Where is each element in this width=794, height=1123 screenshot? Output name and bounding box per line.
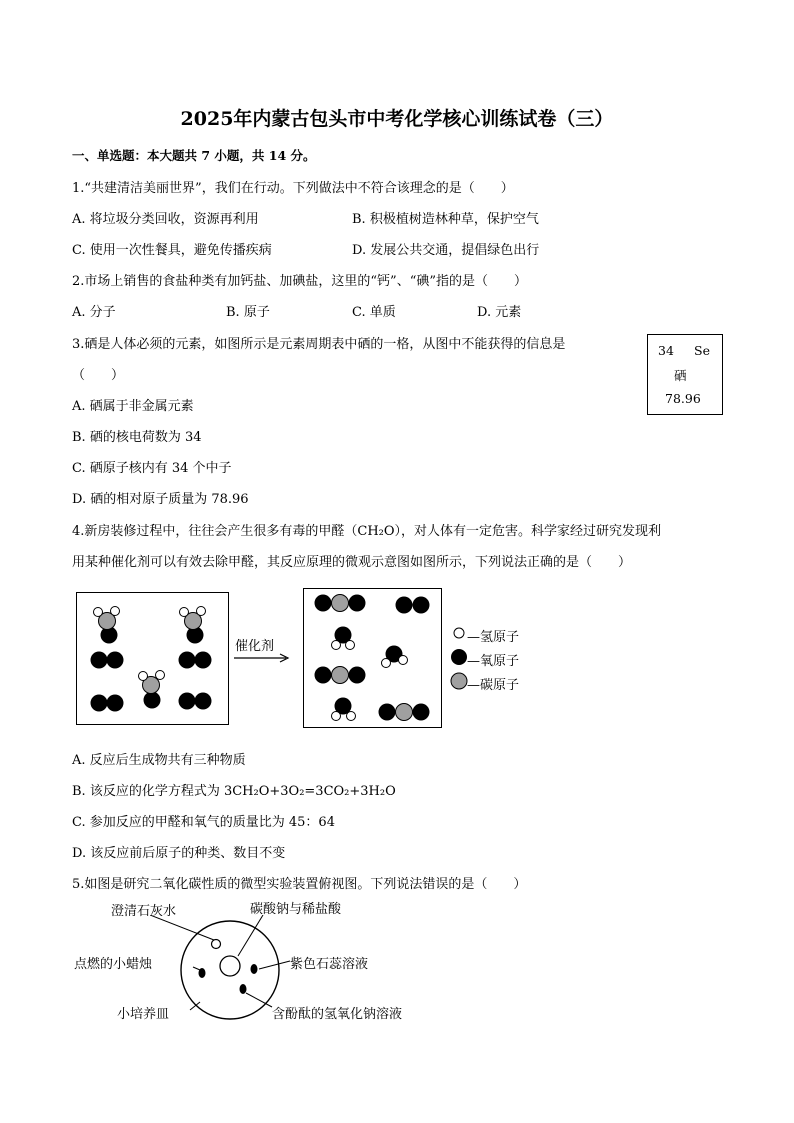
section-heading: 一、单选题：本大题共 7 小题，共 14 分。 — [72, 148, 316, 163]
q4-option-a[interactable]: A. 反应后生成物共有三种物质 — [72, 753, 246, 768]
catalyst-label: 催化剂 — [235, 639, 275, 654]
q1-option-a[interactable]: A. 将垃圾分类回收，资源再利用 — [72, 212, 259, 227]
oxygen-molecule — [91, 695, 124, 712]
q3-option-b[interactable]: B. 硒的核电荷数为 34 — [72, 430, 202, 445]
atomic-mass: 78.96 — [665, 391, 701, 406]
carbon-atom-icon — [451, 673, 467, 689]
q5-stem: 5.如图是研究二氧化碳性质的微型实验装置俯视图。下列说法错误的是（ ） — [72, 877, 527, 892]
legend-oxygen: —氧原子 — [467, 654, 520, 669]
carbon-dioxide-molecule — [379, 704, 430, 721]
element-name: 硒 — [674, 368, 687, 383]
label-limewater: 澄清石灰水 — [111, 904, 177, 919]
carbon-dioxide-molecule — [315, 595, 366, 612]
q2-option-c[interactable]: C. 单质 — [352, 305, 396, 320]
center-well — [220, 956, 240, 976]
element-cell-selenium — [647, 334, 723, 415]
q2-option-a[interactable]: A. 分子 — [72, 305, 116, 320]
hydrogen-atom-icon — [454, 628, 464, 638]
atomic-number: 34 — [658, 343, 674, 358]
litmus-drop — [251, 964, 258, 974]
q2-option-b[interactable]: B. 原子 — [226, 305, 270, 320]
reaction-arrow — [232, 652, 294, 664]
q1-option-b[interactable]: B. 积极植树造林种草，保护空气 — [352, 212, 539, 227]
page-title: 2025年内蒙古包头市中考化学核心训练试卷（三） — [180, 108, 614, 130]
q3-stem-paren: （ ） — [72, 368, 125, 383]
products-frame — [303, 588, 442, 728]
reactants-diagram — [77, 593, 228, 724]
water-molecule — [332, 627, 355, 650]
petri-dish-diagram — [150, 915, 300, 1025]
phenol-drop — [240, 984, 247, 994]
q3-option-d[interactable]: D. 硒的相对原子质量为 78.96 — [72, 492, 249, 507]
label-litmus: 紫色石蕊溶液 — [290, 957, 369, 972]
carbon-dioxide-molecule — [315, 667, 366, 684]
products-diagram — [304, 589, 441, 727]
label-phenolphthalein: 含酚酞的氢氧化钠溶液 — [272, 1007, 403, 1022]
q4-option-c[interactable]: C. 参加反应的甲醛和氧气的质量比为 45：64 — [72, 815, 335, 830]
oxygen-molecule — [179, 693, 212, 710]
q2-stem: 2.市场上销售的食盐种类有加钙盐、加碘盐，这里的“钙”、“碘”指的是（ ） — [72, 274, 527, 289]
oxygen-molecule — [179, 652, 212, 669]
legend-hydrogen: —氢原子 — [467, 630, 520, 645]
formaldehyde-molecule — [139, 671, 165, 709]
element-symbol: Se — [694, 343, 710, 358]
label-carbonate-acid: 碳酸钠与稀盐酸 — [250, 902, 342, 917]
q2-option-d[interactable]: D. 元素 — [477, 305, 522, 320]
water-molecule — [382, 646, 408, 668]
oxygen-atom-icon — [451, 649, 467, 665]
limewater-drop — [212, 940, 221, 949]
q3-option-a[interactable]: A. 硒属于非金属元素 — [72, 399, 194, 414]
q4-option-d[interactable]: D. 该反应前后原子的种类、数目不变 — [72, 846, 286, 861]
legend-carbon: —碳原子 — [467, 678, 520, 693]
formaldehyde-molecule — [180, 607, 206, 644]
q4-option-b[interactable]: B. 该反应的化学方程式为 3CH₂O+3O₂=3CO₂+3H₂O — [72, 784, 396, 799]
water-molecule — [332, 698, 356, 721]
q1-stem: 1.“共建清洁美丽世界”，我们在行动。下列做法中不符合该理念的是（ ） — [72, 181, 514, 196]
oxygen-molecule — [91, 652, 124, 669]
oxygen-molecule — [396, 597, 430, 614]
q1-option-c[interactable]: C. 使用一次性餐具，避免传播疾病 — [72, 243, 272, 258]
q1-option-d[interactable]: D. 发展公共交通，提倡绿色出行 — [352, 243, 540, 258]
label-candle: 点燃的小蜡烛 — [74, 957, 153, 972]
formaldehyde-molecule — [94, 607, 120, 644]
q4-stem-line1: 4.新房装修过程中，往往会产生很多有毒的甲醛（CH₂O），对人体有一定危害。科学家经过研究发现利 — [72, 524, 662, 539]
q4-stem-line2: 用某种催化剂可以有效去除甲醛，其反应原理的微观示意图如图所示，下列说法正确的是（ ） — [72, 555, 632, 570]
label-small-dish: 小培养皿 — [117, 1007, 170, 1022]
q3-stem: 3.硒是人体必须的元素，如图所示是元素周期表中硒的一格，从图中不能获得的信息是 — [72, 337, 566, 352]
q3-option-c[interactable]: C. 硒原子核内有 34 个中子 — [72, 461, 232, 476]
reactants-frame — [76, 592, 229, 725]
